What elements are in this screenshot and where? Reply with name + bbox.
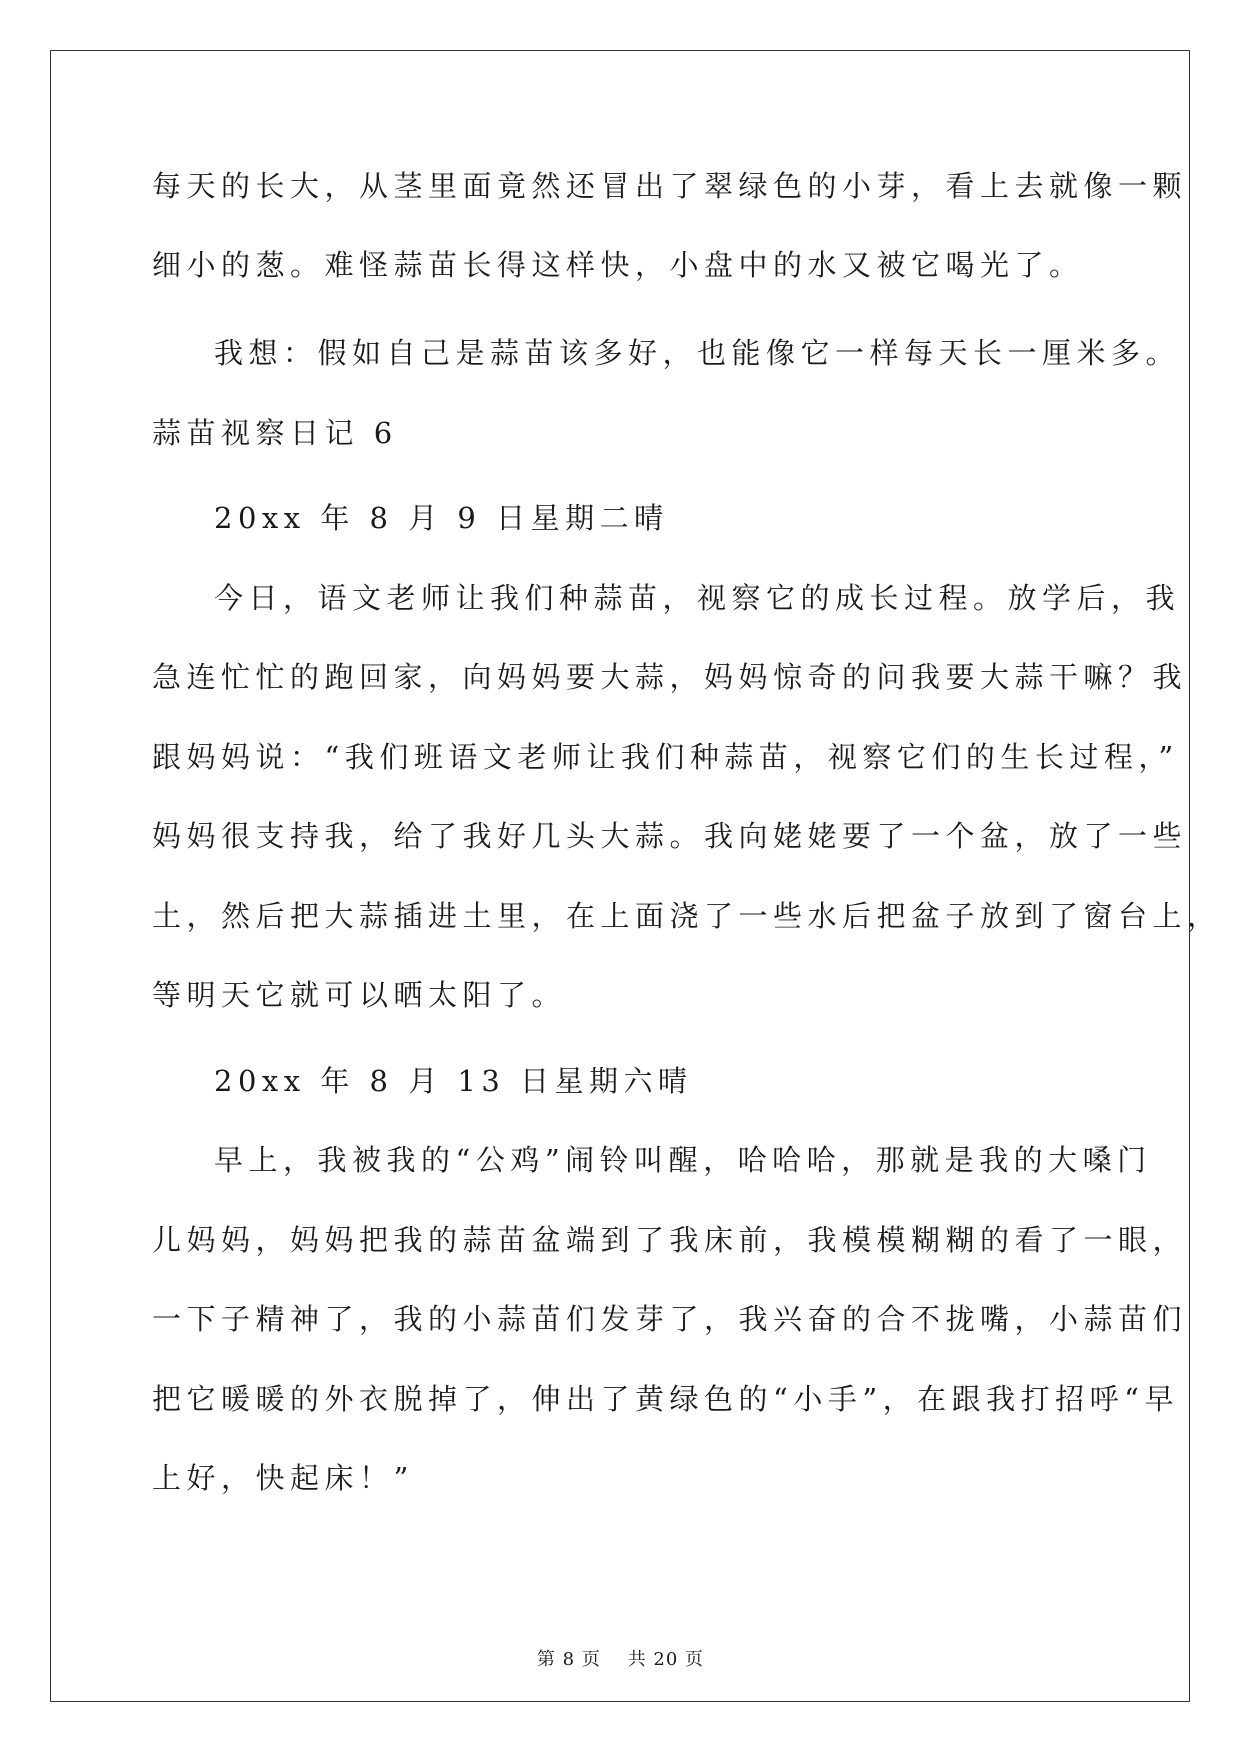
- text-line: 今日，语文老师让我们种蒜苗，视察它的成长过程。放学后，我: [214, 581, 1181, 615]
- text-line: 细小的葱。难怪蒜苗长得这样快，小盘中的水又被它喝光了。: [152, 248, 1084, 282]
- text-line: 一下子精神了，我的小蒜苗们发芽了，我兴奋的合不拢嘴，小蒜苗们: [152, 1302, 1188, 1336]
- text-line: 我想：假如自己是蒜苗该多好，也能像它一样每天长一厘米多。: [214, 336, 1181, 370]
- text-line: 儿妈妈，妈妈把我的蒜苗盆端到了我床前，我模模糊糊的看了一眼，: [152, 1223, 1188, 1257]
- text-line: 上好，快起床！”: [152, 1461, 414, 1495]
- text-line: 早上，我被我的“公鸡”闹铃叫醒，哈哈哈，那就是我的大嗓门: [214, 1143, 1152, 1177]
- text-line: 把它暖暖的外衣脱掉了，伸出了黄绿色的“小手”，在跟我打招呼“早: [152, 1382, 1179, 1416]
- text-line: 急连忙忙的跑回家，向妈妈要大蒜，妈妈惊奇的问我要大蒜干嘛？我: [152, 660, 1188, 694]
- text-line: 等明天它就可以晒太阳了。: [152, 978, 567, 1012]
- page-footer: 第 8 页 共 20 页: [536, 1649, 705, 1670]
- text-line: 跟妈妈说：“我们班语文老师让我们种蒜苗，视察它们的生长过程，”: [152, 740, 1179, 774]
- text-line: 土，然后把大蒜插进土里，在上面浇了一些水后把盆子放到了窗台上，: [152, 899, 1222, 933]
- date-line: 20xx 年 8 月 13 日星期六晴: [214, 1064, 693, 1098]
- text-line: 每天的长大，从茎里面竟然还冒出了翠绿色的小芽，看上去就像一颗: [152, 169, 1188, 203]
- text-line: 妈妈很支持我，给了我好几头大蒜。我向姥姥要了一个盆，放了一些: [152, 819, 1188, 853]
- date-line: 20xx 年 8 月 9 日星期二晴: [214, 501, 669, 535]
- page-border: [50, 50, 1190, 1702]
- section-heading: 蒜苗视察日记 6: [152, 416, 398, 450]
